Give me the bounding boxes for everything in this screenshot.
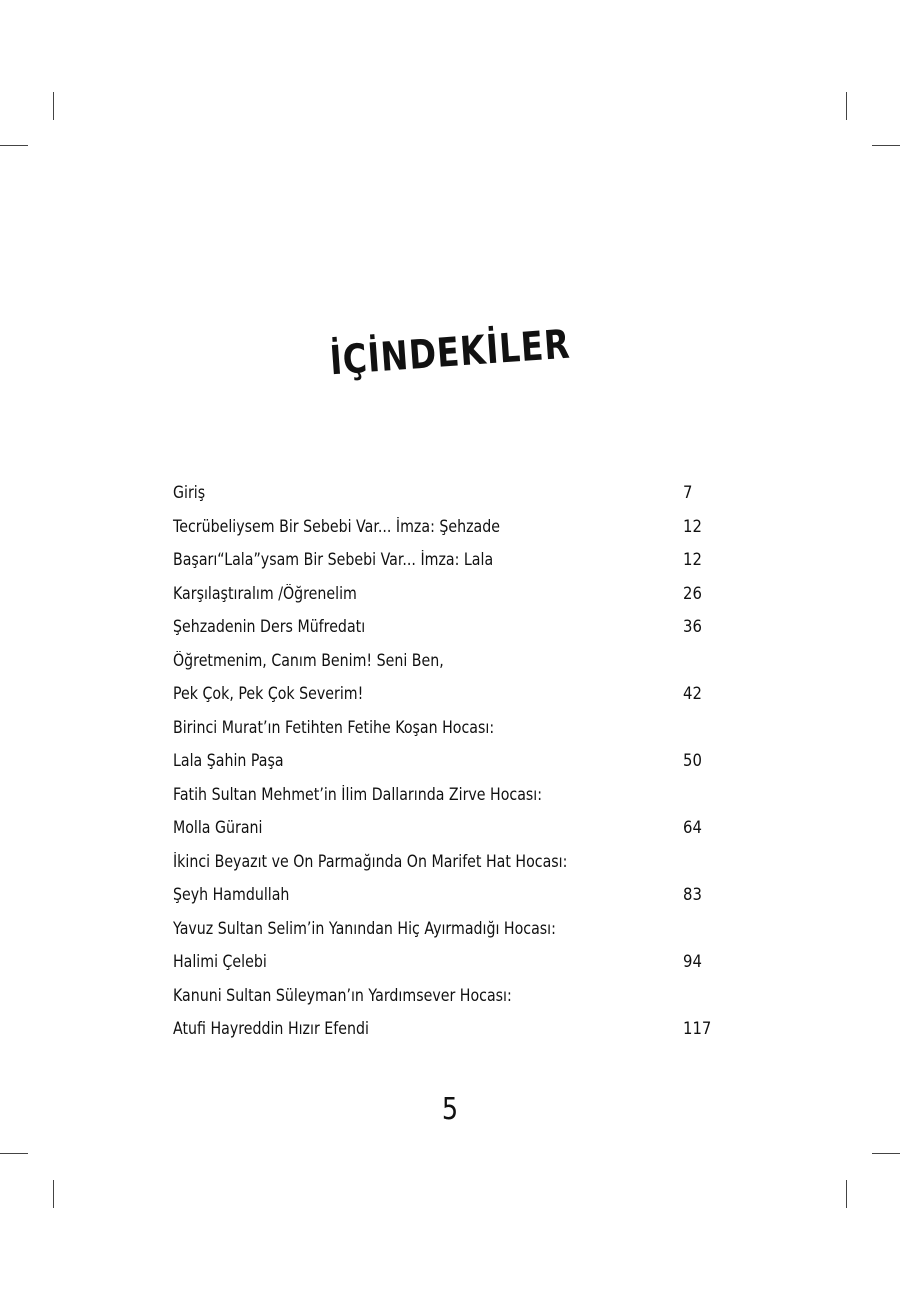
toc-entry-line	[173, 543, 733, 577]
toc-entry-title: Lala Şahin Paşa	[173, 751, 284, 770]
toc-entry-title: Şehzadenin Ders Müfredatı	[173, 617, 366, 636]
toc-entry-line	[173, 744, 733, 778]
toc-entry-title: Giriş	[173, 483, 206, 502]
toc-entry-title: Pek Çok, Pek Çok Severim!	[173, 684, 364, 703]
toc-entry-page: 12	[683, 516, 702, 536]
toc-entry-page: 26	[683, 583, 702, 603]
crop-mark-top-right-vertical	[846, 92, 847, 120]
toc-entry-line	[173, 845, 733, 879]
toc-entry-title: Halimi Çelebi	[173, 952, 267, 971]
toc-entry-page: 7	[683, 483, 693, 502]
toc-entry-page: 117	[683, 1019, 712, 1038]
toc-entry-title: Kanuni Sultan Süleyman’ın Yardımsever Hocası:	[173, 985, 512, 1005]
toc-entry-line	[173, 878, 733, 912]
toc-entry-page: 64	[683, 818, 702, 837]
table-of-contents	[173, 476, 733, 1046]
toc-entry-page: 50	[683, 751, 702, 770]
toc-entry-title: Molla Gürani	[173, 818, 263, 837]
toc-entry-title: Karşılaştıralım /Öğrenelim	[173, 583, 357, 603]
toc-entry-title: Tecrübeliysem Bir Sebebi Var... İmza: Şehzade	[173, 516, 500, 536]
toc-entry-line	[173, 644, 733, 678]
crop-mark-bottom-left-vertical	[53, 1180, 54, 1208]
toc-entry-title: Yavuz Sultan Selim’in Yanından Hiç Ayırmadığı Hocası:	[173, 918, 556, 938]
toc-entry-line	[173, 945, 733, 979]
crop-mark-top-left-horizontal	[0, 145, 28, 146]
crop-mark-bottom-left-horizontal	[0, 1153, 28, 1154]
toc-entry-title: Başarı“Lala”ysam Bir Sebebi Var... İmza: Lala	[173, 550, 494, 569]
crop-mark-bottom-right-horizontal	[872, 1153, 900, 1154]
toc-entry-line	[173, 811, 733, 845]
toc-entry-line	[173, 711, 733, 745]
toc-entry-title: İkinci Beyazıt ve On Parmağında On Marifet Hat Hocası:	[173, 851, 568, 871]
page-title: İÇİNDEKİLER	[328, 321, 572, 385]
toc-entry-line	[173, 677, 733, 711]
crop-mark-top-right-horizontal	[872, 145, 900, 146]
toc-entry-line	[173, 577, 733, 611]
toc-entry-title: Şeyh Hamdullah	[173, 885, 290, 904]
toc-entry-line	[173, 476, 733, 510]
toc-entry-page: 42	[683, 684, 702, 703]
toc-entry-page: 36	[683, 617, 702, 636]
toc-entry-line	[173, 510, 733, 544]
toc-entry-line	[173, 912, 733, 946]
crop-mark-top-left-vertical	[53, 92, 54, 120]
toc-entry-title: Öğretmenim, Canım Benim! Seni Ben,	[173, 650, 444, 670]
toc-entry-title: Fatih Sultan Mehmet’in İlim Dallarında Zirve Hocası:	[173, 784, 543, 804]
toc-entry-line	[173, 778, 733, 812]
toc-entry-page: 12	[683, 550, 702, 569]
page-number: 5	[441, 1092, 459, 1127]
toc-entry-title: Birinci Murat’ın Fetihten Fetihe Koşan Hocası:	[173, 717, 495, 737]
crop-mark-bottom-right-vertical	[846, 1180, 847, 1208]
toc-entry-line	[173, 610, 733, 644]
toc-entry-title: Atufi Hayreddin Hızır Efendi	[173, 1019, 369, 1038]
toc-entry-line	[173, 1012, 733, 1046]
toc-entry-page: 83	[683, 885, 702, 904]
toc-entry-page: 94	[683, 952, 702, 971]
toc-entry-line	[173, 979, 733, 1013]
